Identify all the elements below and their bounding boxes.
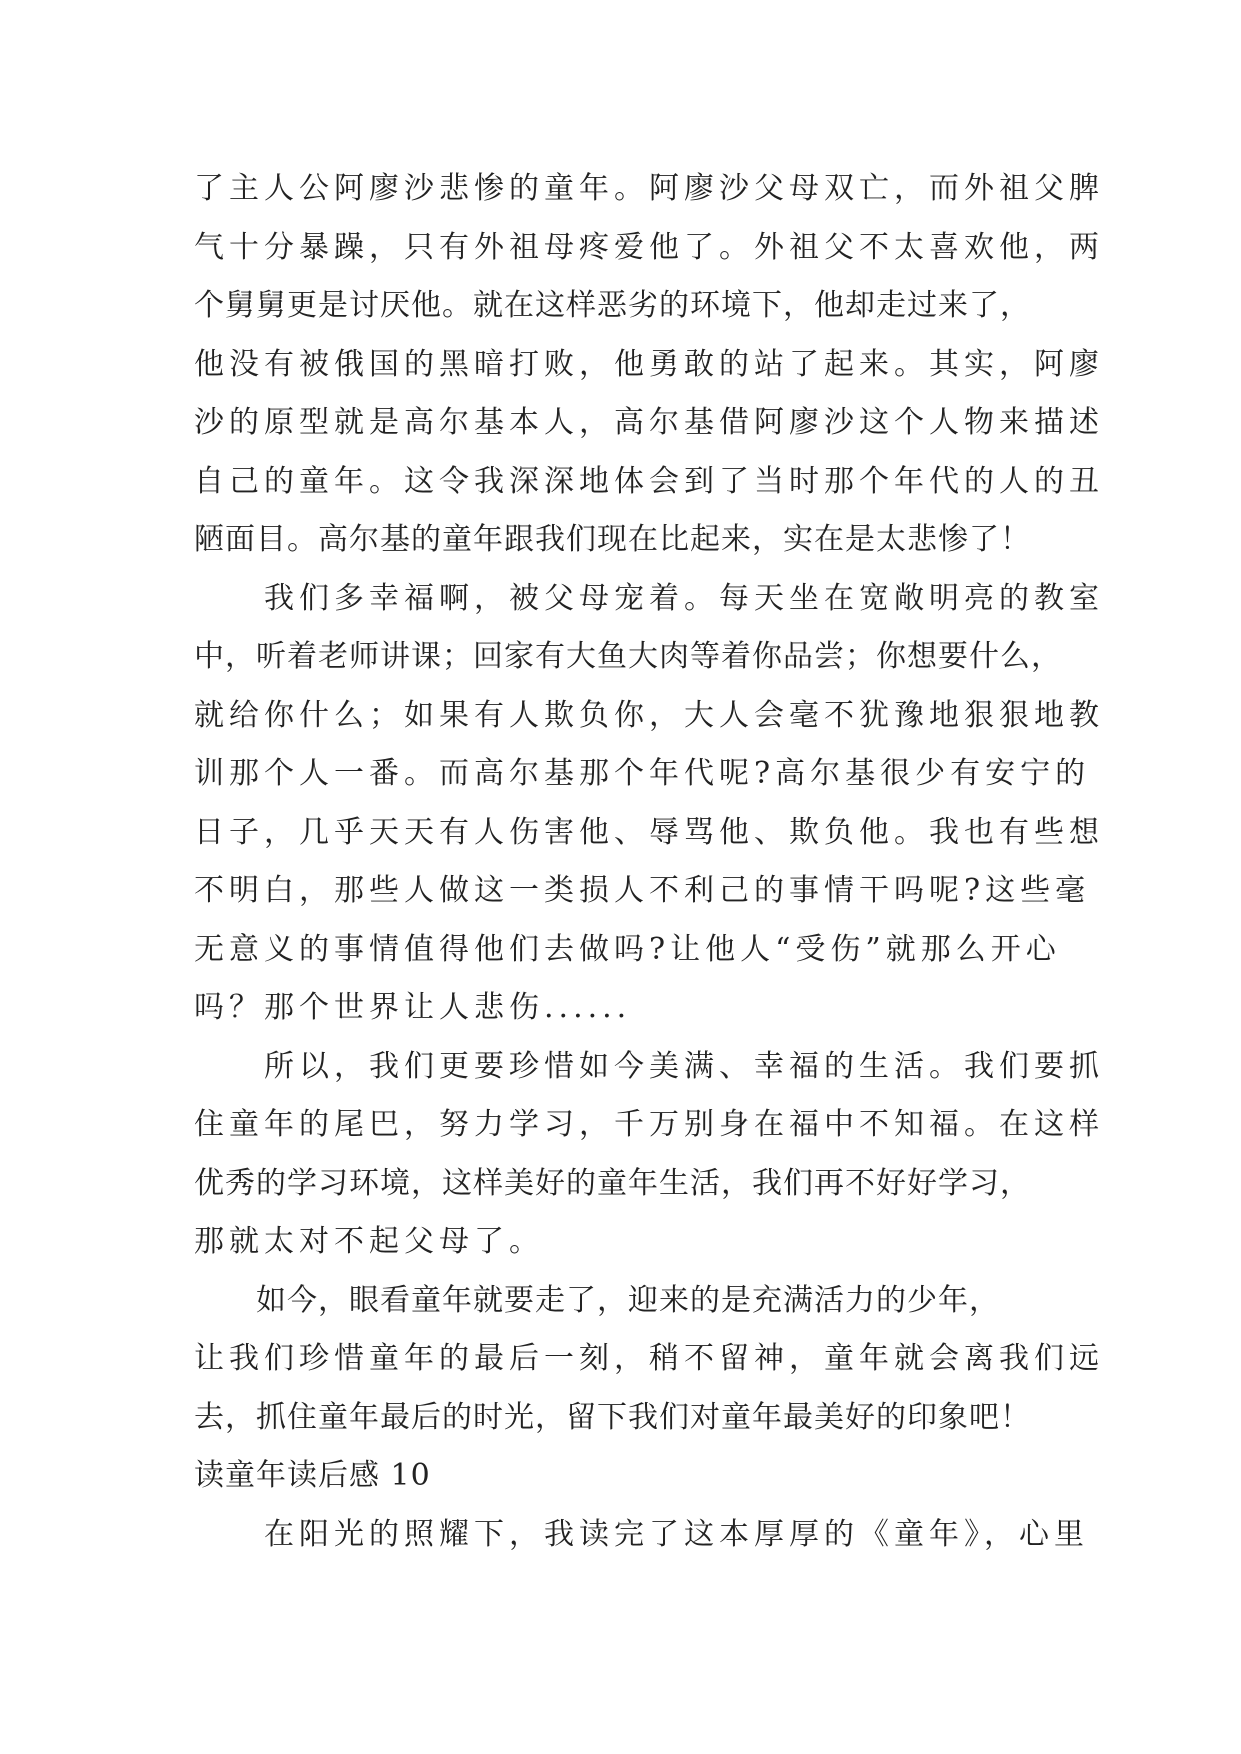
text-line: 个舅舅更是讨厌他。就在这样恶劣的环境下，他却走过来了， — [194, 288, 1031, 323]
text-line: 陋面目。高尔基的童年跟我们现在比起来，实在是太悲惨了！ — [194, 522, 1031, 557]
paragraph-start-line: 所以，我们更要珍惜如今美满、幸福的生活。我们要抓 — [194, 1048, 1104, 1084]
text-line: 就给你什么；如果有人欺负你，大人会毫不犹豫地狠狠地教 — [194, 697, 1104, 733]
text-line: 无意义的事情值得他们去做吗?让他人“受伤”就那么开心 — [194, 931, 1061, 967]
text-line: 让我们珍惜童年的最后一刻，稍不留神，童年就会离我们远 — [194, 1341, 1104, 1376]
paragraph-start-line: 我们多幸福啊，被父母宠着。每天坐在宽敞明亮的教室 — [194, 580, 1104, 616]
text-line: 日子，几乎天天有人伤害他、辱骂他、欺负他。我也有些想 — [194, 814, 1104, 850]
text-line: 不明白，那些人做这一类损人不利己的事情干吗呢?这些毫 — [194, 873, 1091, 908]
text-line: 那就太对不起父母了。 — [194, 1224, 544, 1259]
text-line: 训那个人一番。而高尔基那个年代呢?高尔基很少有安宁的 — [194, 756, 1091, 791]
text-line: 气十分暴躁，只有外祖母疼爱他了。外祖父不太喜欢他，两 — [194, 229, 1104, 265]
text-line: 去，抓住童年最后的时光，留下我们对童年最美好的印象吧！ — [194, 1399, 1031, 1435]
section-title: 读童年读后感 10 — [194, 1458, 431, 1493]
text-line: 了主人公阿廖沙悲惨的童年。阿廖沙父母双亡，而外祖父脾 — [194, 171, 1104, 206]
paragraph-start-line: 如今，眼看童年就要走了，迎来的是充满活力的少年， — [194, 1282, 1000, 1318]
text-line: 住童年的尾巴，努力学习，千万别身在福中不知福。在这样 — [194, 1107, 1104, 1142]
text-line: 吗？那个世界让人悲伤...... — [194, 990, 632, 1025]
paragraph-start-line: 在阳光的照耀下，我读完了这本厚厚的《童年》，心里 — [194, 1516, 1089, 1552]
text-line: 优秀的学习环境，这样美好的童年生活，我们再不好好学习， — [194, 1165, 1031, 1201]
text-line: 沙的原型就是高尔基本人，高尔基借阿廖沙这个人物来描述 — [194, 405, 1104, 440]
text-line: 自己的童年。这令我深深地体会到了当时那个年代的人的丑 — [194, 463, 1104, 499]
text-line: 中，听着老师讲课；回家有大鱼大肉等着你品尝；你想要什么， — [194, 639, 1062, 674]
text-line: 他没有被俄国的黑暗打败，他勇敢的站了起来。其实，阿廖 — [194, 346, 1104, 382]
document-body — [194, 160, 1104, 1564]
